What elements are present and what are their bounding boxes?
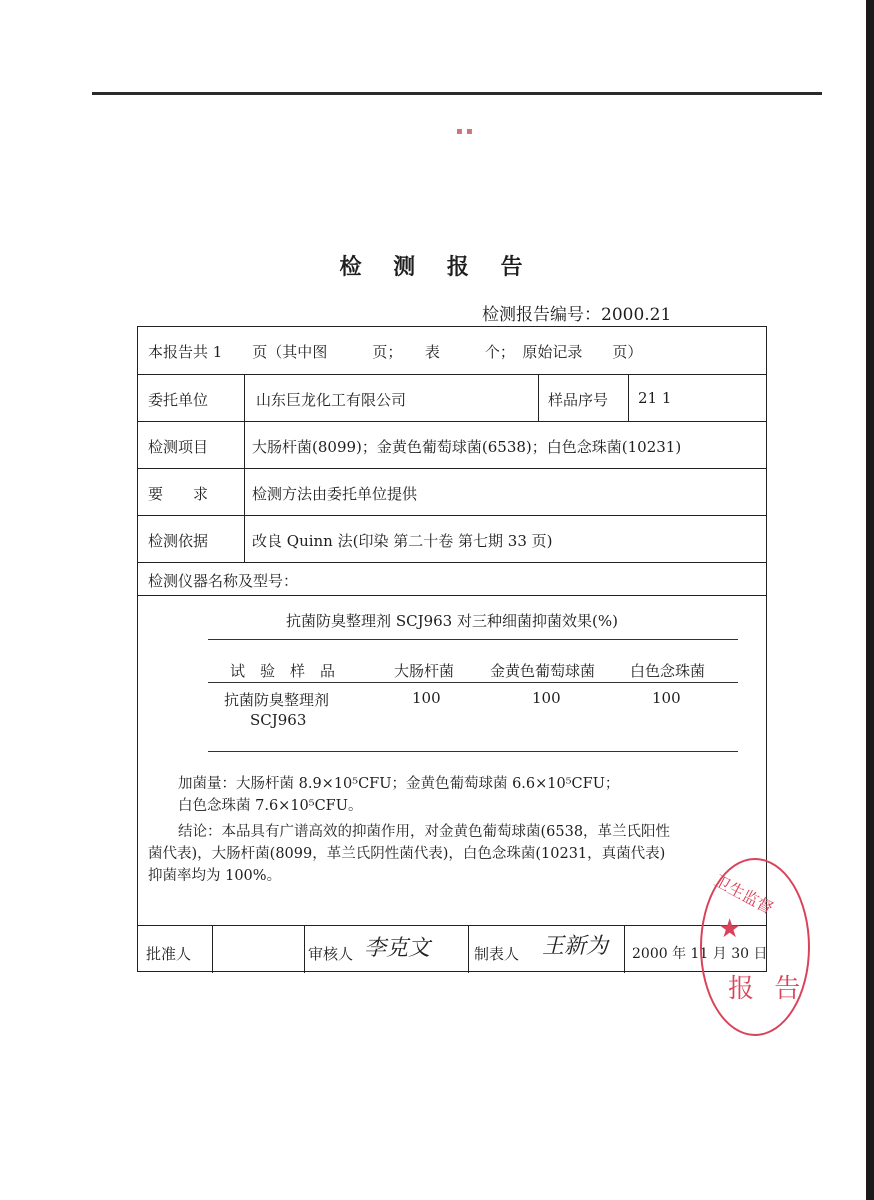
sample-no-label: 样品序号: [548, 391, 609, 409]
row-divider: [138, 374, 766, 375]
sample-no-value: 21 1: [638, 389, 672, 407]
client-label: 委托单位: [148, 391, 209, 409]
row-divider: [138, 562, 766, 563]
column-divider: [244, 374, 245, 562]
column-divider: [304, 925, 305, 973]
report-date: 2000 年 11 月 30 日: [632, 946, 768, 962]
sample-name: 抗菌防臭整理剂: [224, 691, 330, 709]
requirement-value: 检测方法由委托单位提供: [252, 485, 418, 503]
header-sample: 试 验 样 品: [230, 662, 336, 680]
column-divider: [628, 374, 629, 421]
instrument-label: 检测仪器名称及型号：: [148, 572, 299, 590]
page-count: 本报告共 1 页（其中图 页； 表 个； 原始记录 页）: [148, 343, 643, 361]
header-calbicans: 白色念珠菌: [630, 662, 706, 680]
inoculum-line-2: 白色念珠菌 7.6×10⁵CFU。: [178, 798, 363, 814]
row-divider: [138, 595, 766, 596]
stamp-text: 报 告: [728, 974, 807, 1004]
row-divider: [138, 468, 766, 469]
requirement-label: 要 求: [148, 485, 209, 503]
client-value: 山东巨龙化工有限公司: [256, 391, 407, 409]
top-rule: [92, 92, 822, 95]
basis-label: 检测依据: [148, 532, 209, 550]
test-items-label: 检测项目: [148, 438, 209, 456]
scan-edge: [866, 0, 874, 1200]
column-divider: [212, 925, 213, 973]
reviewer-label: 审核人: [308, 945, 354, 963]
table-top-rule: [208, 639, 738, 640]
value-ecoli: 100: [412, 689, 441, 707]
conclusion-line-3: 抑菌率均为 100%。: [148, 868, 282, 884]
test-items-value: 大肠杆菌(8099)；金黄色葡萄球菌(6538)；白色念珠菌(10231): [252, 438, 682, 456]
official-stamp: [700, 858, 810, 1036]
table-header-rule: [208, 682, 738, 683]
row-divider: [138, 515, 766, 516]
document-title: 检 测 报 告: [339, 254, 535, 280]
conclusion-line-2: 菌代表)，大肠杆菌(8099，革兰氏阴性菌代表)，白色念珠菌(10231，真菌代表): [148, 846, 666, 862]
star-icon: ★: [718, 914, 742, 944]
preparer-signature: 王新为: [542, 934, 609, 959]
results-caption: 抗菌防臭整理剂 SCJ963 对三种细菌抑菌效果(%): [286, 612, 618, 630]
conclusion-line: 结论：本品具有广谱高效的抑菌作用，对金黄色葡萄球菌(6538，革兰氏阳性: [178, 824, 671, 840]
stamp-arc-text: 卫生监督: [710, 870, 777, 918]
approver-label: 批准人: [146, 945, 192, 963]
header-saureus: 金黄色葡萄球菌: [490, 662, 596, 680]
report-number: 检测报告编号：2000.21: [482, 305, 672, 325]
sample-code: SCJ963: [250, 711, 307, 729]
column-divider: [538, 374, 539, 421]
value-calbicans: 100: [652, 689, 681, 707]
row-divider: [138, 925, 766, 926]
column-divider: [624, 925, 625, 973]
header-ecoli: 大肠杆菌: [394, 662, 455, 680]
column-divider: [468, 925, 469, 973]
basis-value: 改良 Quinn 法(印染 第二十卷 第七期 33 页): [252, 532, 553, 550]
row-divider: [138, 421, 766, 422]
reviewer-signature: 李克文: [364, 936, 431, 961]
report-form: [137, 326, 767, 972]
inoculum-line: 加菌量：大肠杆菌 8.9×10⁵CFU；金黄色葡萄球菌 6.6×10⁵CFU；: [178, 776, 620, 792]
scan-mark: ▪ ▪: [456, 126, 473, 137]
value-saureus: 100: [532, 689, 561, 707]
table-bottom-rule: [208, 751, 738, 752]
preparer-label: 制表人: [474, 945, 520, 963]
